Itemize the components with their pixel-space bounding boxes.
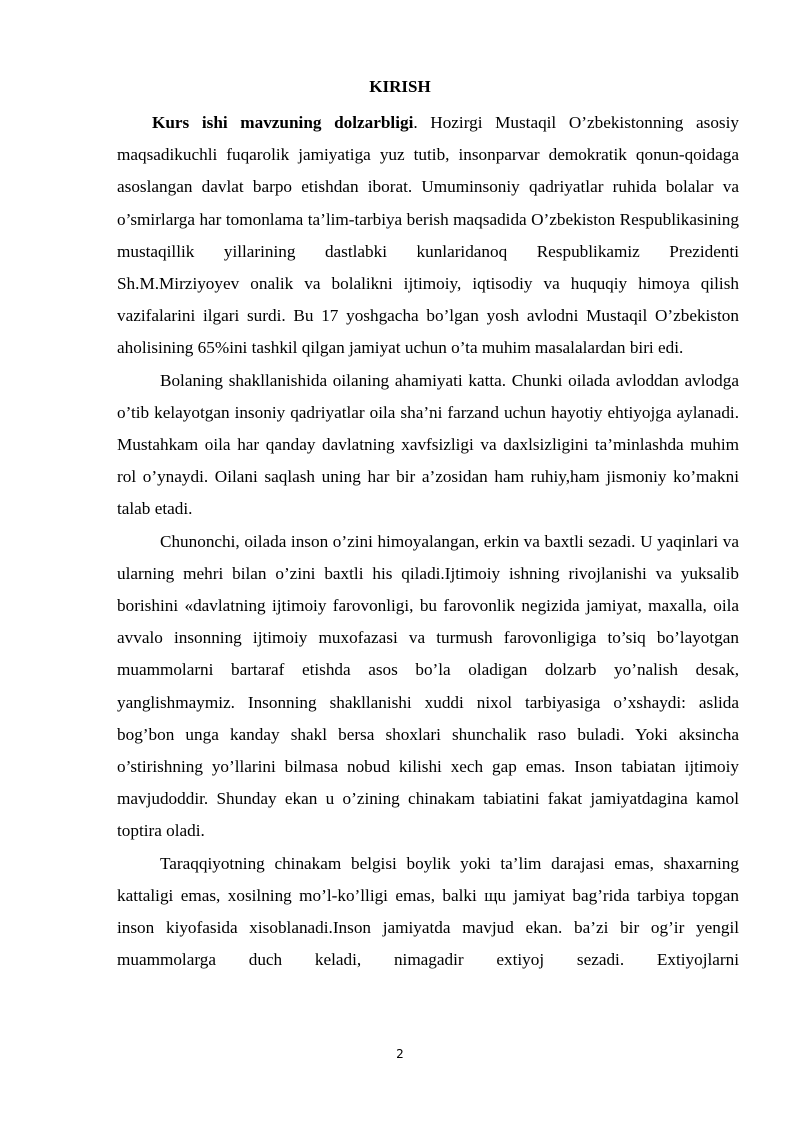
paragraph-text: . Hozirgi Mustaqil O’zbekistonning asosiy maqsadikuchli fuqarolik jamiyatiga yuz tutib, insonparvar demokratik qonun-qoidaga asoslangan davlat barpo etishdan iborat. Umuminsoniy qadriyatlar ruhida bolalar va o’smirlarga har tomonlama ta’lim-tarbiya berish maqsadida O’zbekiston Respublikasining mustaqillik yillarining dastlabki kunlaridanoq Respublikamiz Prezidenti Sh.M.Mirziyoyev onalik va bolalikni ijtimoiy, iqtisodiy va huquqiy himoya qilish vazifalarini ilgari surdi. Bu 17 yoshgacha bo’lgan yosh avlodni Mustaqil O’zbekiston aholisining 65%ini tashkil qilgan jamiyat uchun o’ta muhim masalalardan biri edi. — [117, 113, 739, 358]
lead-phrase: Kurs ishi mavzuning dolzarbligi — [152, 113, 414, 132]
section-heading: KIRISH — [369, 77, 431, 96]
paragraph-relevance — [117, 107, 739, 365]
paragraph-text: Bolaning shakllanishida oilaning ahamiyati katta. Chunki oilada avloddan avlodga o’tib kelayotgan insoniy qadriyatlar oila sha’ni farzand uchun hayotiy ehtiyojga aylanadi. Mustahkam oila har qanday davlatning xavfsizligi va daxlsizligini ta’minlashda muhim rol o’ynaydi. Oilani saqlash uning har bir a’zosidan ham ruhiy,ham jismoniy ko’makni talab etadi. — [117, 370, 739, 519]
paragraph-text: Taraqqiyotning chinakam belgisi boylik yoki ta’lim darajasi emas, shaxarning kattaligi emas, xosilning mo’l-ko’lligi emas, balki щu jamiyat bag’rida tarbiya topgan inson kiyofasida xisoblanadi.Inson jamiyatda mavjud ekan. ba’zi bir og’ir yengil muammolarga duch keladi, nimagadir extiyoj sezadi. Extiyojlarni — [117, 853, 739, 970]
paragraph-text: Chunonchi, oilada inson o’zini himoyalangan, erkin va baxtli sezadi. U yaqinlari va ularning mehri bilan o’zini baxtli his qiladi.Ijtimoiy ishning rivojlanishi va yuksalib borishini «davlatning ijtimoiy farovonligi, bu farovonlik negizida jamiyat, maxalla, oila avvalo insonning ijtimoiy muxofazasi va turmush farovonligiga to’siq bo’layotgan muammolarni bartaraf etishda asos bo’la oladigan dolzarb yo’nalish desak, yanglishmaymiz. Insonning shakllanishi xuddi nixol tarbiyasiga o’xshaydi: aslida bog’bon unga kanday shakl bersa shoxlari shunchalik raso buladi. Yoki aksincha o’stirishning yo’llarini bilmasa nobud kilishi xech gap emas. Inson tabiatan ijtimoiy mavjudoddir. Shunday ekan u o’zining chinakam tabiatini fakat jamiyatdagina kamol toptira oladi. — [117, 531, 739, 841]
paragraph-progress — [117, 848, 739, 977]
body-text — [117, 107, 739, 976]
paragraph-family-role — [117, 365, 739, 526]
page-number: 2 — [396, 1047, 404, 1061]
paragraph-social-work — [117, 526, 739, 848]
